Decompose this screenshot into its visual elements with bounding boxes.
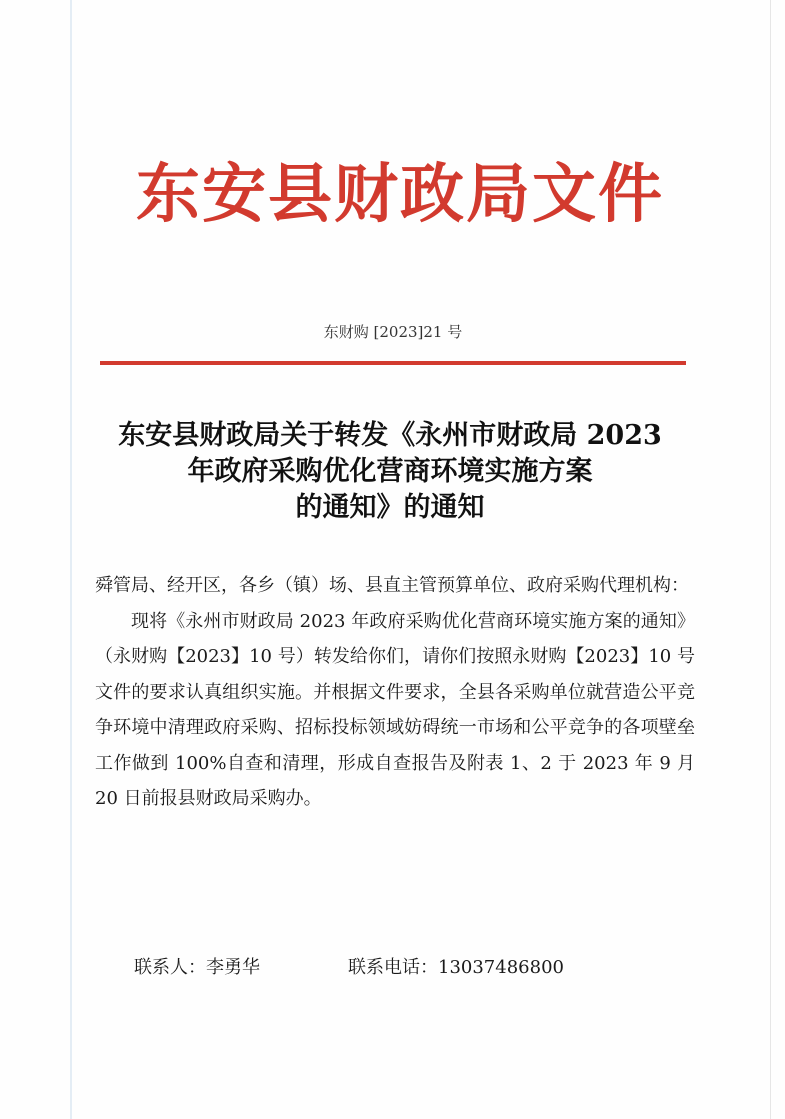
document-number: 东财购 [2023]21 号 <box>323 323 463 341</box>
red-divider-line <box>100 361 686 365</box>
scan-edge-left <box>70 0 72 1119</box>
title-line-1: 东安县财政局关于转发《永州市财政局 2023 <box>118 420 662 451</box>
recipients-line: 舜管局、经开区，各乡（镇）场、县直主管预算单位、政府采购代理机构： <box>95 575 689 596</box>
contact-phone-number: 13037486800 <box>438 957 564 978</box>
document-title <box>85 418 695 526</box>
masthead-title: 东安县财政局文件 <box>136 157 664 232</box>
document-body <box>95 568 695 817</box>
contact-person-name: 李勇华 <box>206 957 260 978</box>
scan-edge-right <box>770 0 771 1119</box>
main-paragraph: 现将《永州市财政局 2023 年政府采购优化营商环境实施方案的通知》（永财购【2023】10 号）转发给你们，请你们按照永财购【2023】10 号文件的要求认真组织实施。并根据文件要求，全县各采购单位就营造公平竞争环境中清理政府采购、招标投标领域妨碍统一市场和公平竞争的各项壁垒工作做到 100%自查和清理，形成自查报告及附表 1、2 于 2023 年 9 月 20 日前报县财政局采购办。 <box>95 610 695 809</box>
contact-info <box>134 952 694 984</box>
contact-person-label: 联系人： <box>134 957 206 978</box>
title-line-3: 的通知》的通知 <box>295 492 485 523</box>
contact-phone-label: 联系电话： <box>348 957 438 978</box>
title-line-2: 年政府采购优化营商环境实施方案 <box>187 456 593 487</box>
